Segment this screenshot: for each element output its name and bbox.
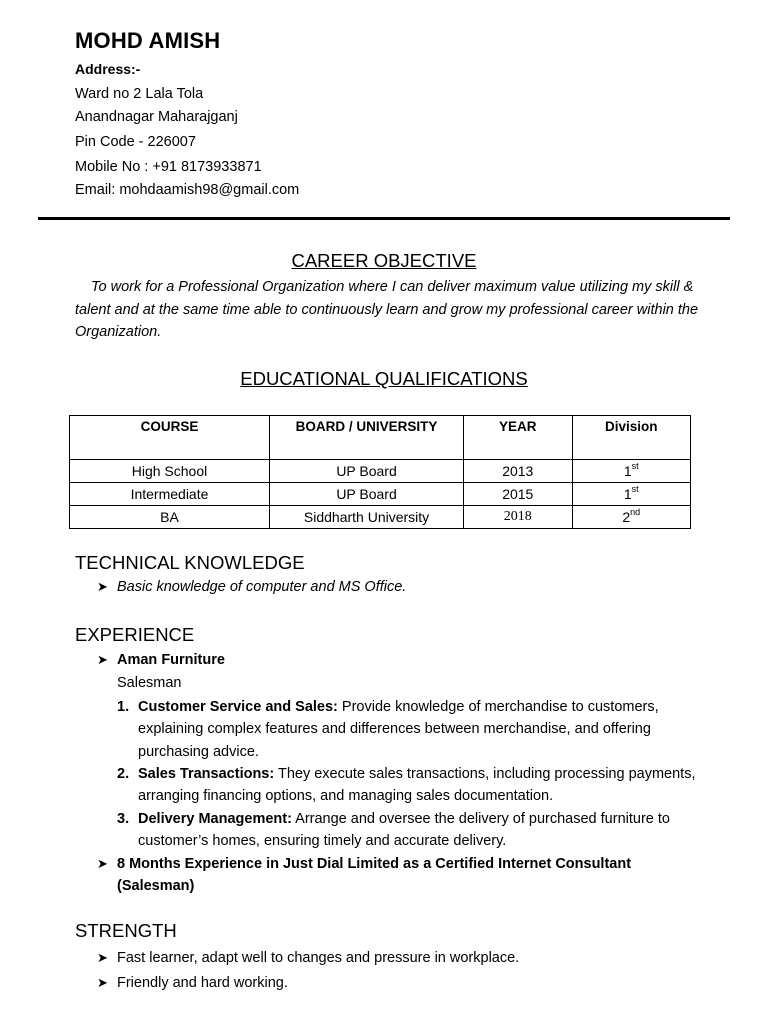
cell-year: 2018 [464, 506, 572, 529]
list-item [97, 652, 225, 668]
table-header-row [70, 416, 691, 460]
experience-title: EXPERIENCE [75, 624, 195, 645]
duty-text: Provide knowledge of merchandise to customers, explaining complex features and differences between merchandise, and offering purchasing advice. [138, 699, 659, 760]
duty-label: Delivery Management: [138, 811, 292, 827]
duty-text: They execute sales transactions, including processing payments, arranging financing options, and managing sales documentation. [138, 766, 696, 805]
list-item [97, 975, 288, 991]
education-title: EDUCATIONAL QUALIFICATIONS [240, 368, 528, 389]
address-label: Address:- [75, 61, 141, 77]
arrowhead-bullet-icon: ➤ [97, 579, 108, 594]
technical-item-text: Basic knowledge of computer and MS Office. [117, 579, 407, 595]
table-row [70, 506, 691, 529]
cell-board: Siddharth University [270, 506, 464, 529]
arrowhead-bullet-icon: ➤ [97, 975, 108, 990]
col-board: BOARD / UNIVERSITY [270, 416, 464, 460]
experience-extra: 8 Months Experience in Just Dial Limited as a Certified Internet Consultant (Salesman) [117, 856, 632, 895]
address-line-2: Anandnagar Maharajganj [75, 109, 238, 125]
table-row [70, 460, 691, 483]
duty-text: Arrange and oversee the delivery of purchased furniture to customer’s homes, ensuring timely and accurate delivery. [138, 811, 670, 850]
col-course: COURSE [70, 416, 270, 460]
candidate-name: MOHD AMISH [75, 28, 221, 53]
strength-item-text: Fast learner, adapt well to changes and pressure in workplace. [117, 950, 520, 966]
career-objective-title: CAREER OBJECTIVE [291, 250, 477, 271]
email-address: Email: mohdaamish98@gmail.com [75, 182, 300, 198]
cell-division: 1st [572, 460, 691, 483]
col-division: Division [572, 416, 691, 460]
education-table [69, 415, 691, 529]
arrowhead-bullet-icon: ➤ [97, 856, 108, 871]
mobile-number: Mobile No : +91 8173933871 [75, 159, 262, 175]
duty-item: 2. Sales Transactions: They execute sales transactions, including processing payments, arranging financing options, and managing sales documentation. [117, 766, 696, 805]
pin-code: Pin Code - 226007 [75, 134, 196, 150]
cell-course: Intermediate [70, 483, 270, 506]
duty-item: 1. Customer Service and Sales: Provide knowledge of merchandise to customers, explaining complex features and differences between merchandise, and offering purchasing advice. [117, 699, 659, 760]
career-objective-text [75, 276, 705, 344]
header-divider [38, 217, 730, 220]
arrowhead-bullet-icon: ➤ [97, 950, 108, 965]
cell-course: BA [70, 506, 270, 529]
company-name: Aman Furniture [117, 652, 225, 668]
list-item [97, 579, 406, 595]
table-row [70, 483, 691, 506]
strength-item-text: Friendly and hard working. [117, 975, 288, 991]
address-line-1: Ward no 2 Lala Tola [75, 86, 204, 102]
cell-division: 2nd [572, 506, 691, 529]
arrowhead-bullet-icon: ➤ [97, 652, 108, 667]
cell-board: UP Board [270, 460, 464, 483]
list-item [97, 950, 519, 966]
career-objective-body: To work for a Professional Organization where I can deliver maximum value utilizing my skill & talent and at the same time able to continuously learn and grow my professional career within the Organization. [75, 279, 699, 340]
duty-label: Sales Transactions: [138, 766, 275, 782]
duty-label: Customer Service and Sales: [138, 699, 338, 715]
technical-title: TECHNICAL KNOWLEDGE [75, 552, 305, 573]
cell-division: 1st [572, 483, 691, 506]
duty-item: 3. Delivery Management: Arrange and oversee the delivery of purchased furniture to customer’s homes, ensuring timely and accurate delivery. [117, 811, 670, 850]
cell-board: UP Board [270, 483, 464, 506]
list-item [97, 853, 677, 898]
strength-title: STRENGTH [75, 920, 177, 941]
cell-course: High School [70, 460, 270, 483]
cell-year: 2013 [464, 460, 572, 483]
col-year: YEAR [464, 416, 572, 460]
job-role: Salesman [117, 675, 182, 691]
cell-year: 2015 [464, 483, 572, 506]
